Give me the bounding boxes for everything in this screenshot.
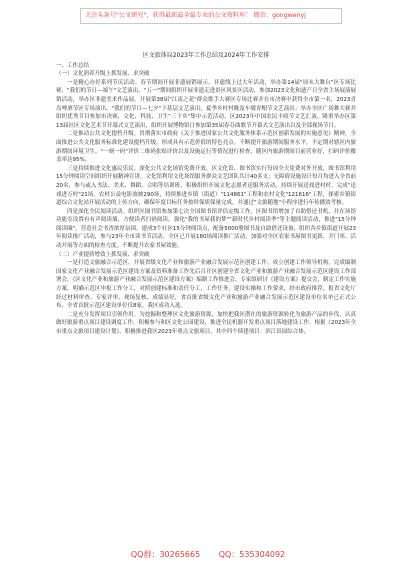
qq-text: QQ：535304092 [218,550,286,559]
section-heading: （一）文化润养升级上抓发展、求突破 [56,71,150,78]
contact-footer [88,549,328,561]
paragraph: 二是充分发挥项目引领作用。为挖掘和整理区文化旅游资源，加快把我区潜在的旅游资源转化为旅游产品的步伐，认真做好旅游重点项目建设调度工作，积极参与和区文化公园建设，推进全民机器开发重点项目落地建设工作。根据《2023年全市重点文旅项目建设计划》，积极推进我区2023年重点文旅项目，其中四个续建项目：滨江田园综合体、 [56,311,357,335]
section-heading: 一、工作总结 [56,62,90,69]
paragraph: 一是精心办好系列节庆活动。春节期间开展非遗展销展示、非遗线上过大年活动，举办第14届"周末大舞台"区专场比赛、"我们的节日—端午"文艺演出、"五一"期间组织开展非遗走进景区风景区活动，参加2023文化和遗产日全省主场展演展销活动，举办区非遗美术作品展。开展第38届"江南之花"群众歌手大赛区专场比赛并在市决赛中获得全市第一名，2023青岛啤酒节区专场演出、"我们的节日—七夕"下基层文艺演出，夏季乡村村晚及车墩青帽节文艺演出；举办全区广场舞大赛并组织优秀节目参加市决赛，文化、科技、卫生"三下乡"集中示范活动、区2023年中国农民丰收节文艺汇演、隆重举办区第13届社区文化艺术节开幕式文艺演出，组织开展博物馆日参加第35届春芬曲歌节开幕式文艺演出以及全部视场节日。 [56,79,356,129]
paragraph: 四是深化全民阅读活动。组织区图书馆参加第七次全国图书馆评估定级工作，区图书馆增加了自助借还书机、并在场馆功能室设置有有声阅读墙，方便读者扫码阅读，强化"我的书屋我的梦""新时代乡村阅读季"等主题阅读活动，推进"15分钟阅读圈"，营造社会书香浓厚氛围，建成3个社区15分钟阅读点，配备5000册图书及自助借还设备，组织各乡镇街道开展23年阅读推广活动，参与23年全市读书节活动。全区已开展180场阅读推广活动，加强对全区农家书屋图书更新、开门率、活动开展等方面的检查力度，不断提升农家书屋效能。 [56,208,356,250]
paragraph: 三是持续推进文化惠民乐民。深化公共文化场馆免费开放，区文化馆、图书馆实行每周全天免费对外开放，图书馆利用15分钟阅读空间组织开展精神宣讲，文化馆利用文化场馆服务群众文艺团队共计40多支；无障碍设施设计每月均进入全省前20名，参与或入书法、美术、舞蹈、合唱等培训班，积极组织开展文化志愿者送服务活动，持续开展送戏进村村，完成"送戏进万村"21场，农村公益电影放映290场，持续推进乡镇（街道）"114861"工程和农村文化"121616"工程，探索乡镇街道综合文化站开展活动的上传方向，确保年度目标任务按时保质保量完成，并通过"文旅随地"小程序进行年传播效考核。 [56,165,357,207]
document-content [56,62,356,337]
paragraph: 一是打造文旅融合示范区。开展省级文化产业和旅游产业融合发展示范区创建工作，成立创建工作领导机构，完成编制国家文化产业融合发展示范区建设方案及资料准备工作先后召开区创建全省文化产业和旅游产业融合发展示范区建设工作部署会，《区文化产业和旅游产业融合发展示范区建设方案》编制工作推进会、专家组研讨《建设方案》提交会，制定工作实施方案，明确示范区申报工作分工，对照创建标准和责任分工，工作任务，建设实操和工作要求，经市政府推荐，报省文化厅经过材料审查、专家评审、现场复核、成绩显好，省首批省级文化产业和旅游产业融合发展示范区建设单位名单已正式公布，全省首批示范区建设单位仅8家，我区成功入选。 [56,260,356,310]
section-heading: （二）产业提质增效上抓发展、求突破 [56,251,150,258]
document-title: 区文旅体局2023年工作总结及2024年工作安排 [142,52,270,59]
promo-banner: 关注头条号"公文研究"，获得最新最全最专业的公文资料库！ 微信：gongwenyj [80,8,342,24]
paragraph: 二是推动公共文化提档升级。贯彻落实市政府《关于推进国家公共文化服务体系示范区创新发展的实施意见》精神，全面推进公共文化服务标准化建设提档升级，形成具有示范价值的特色亮点。不断提升旅游期间服务水平，不定期对辖区内旅游期间环境卫生、"一刻一码"评价二维码张贴评价以及设施运行等情况进行检查，随区内旅游期间目前营业好，扫码评价覆盖率达95%。 [56,131,356,164]
document-body [56,52,356,337]
qq-group-text: QQ群：30265665 [130,550,201,559]
